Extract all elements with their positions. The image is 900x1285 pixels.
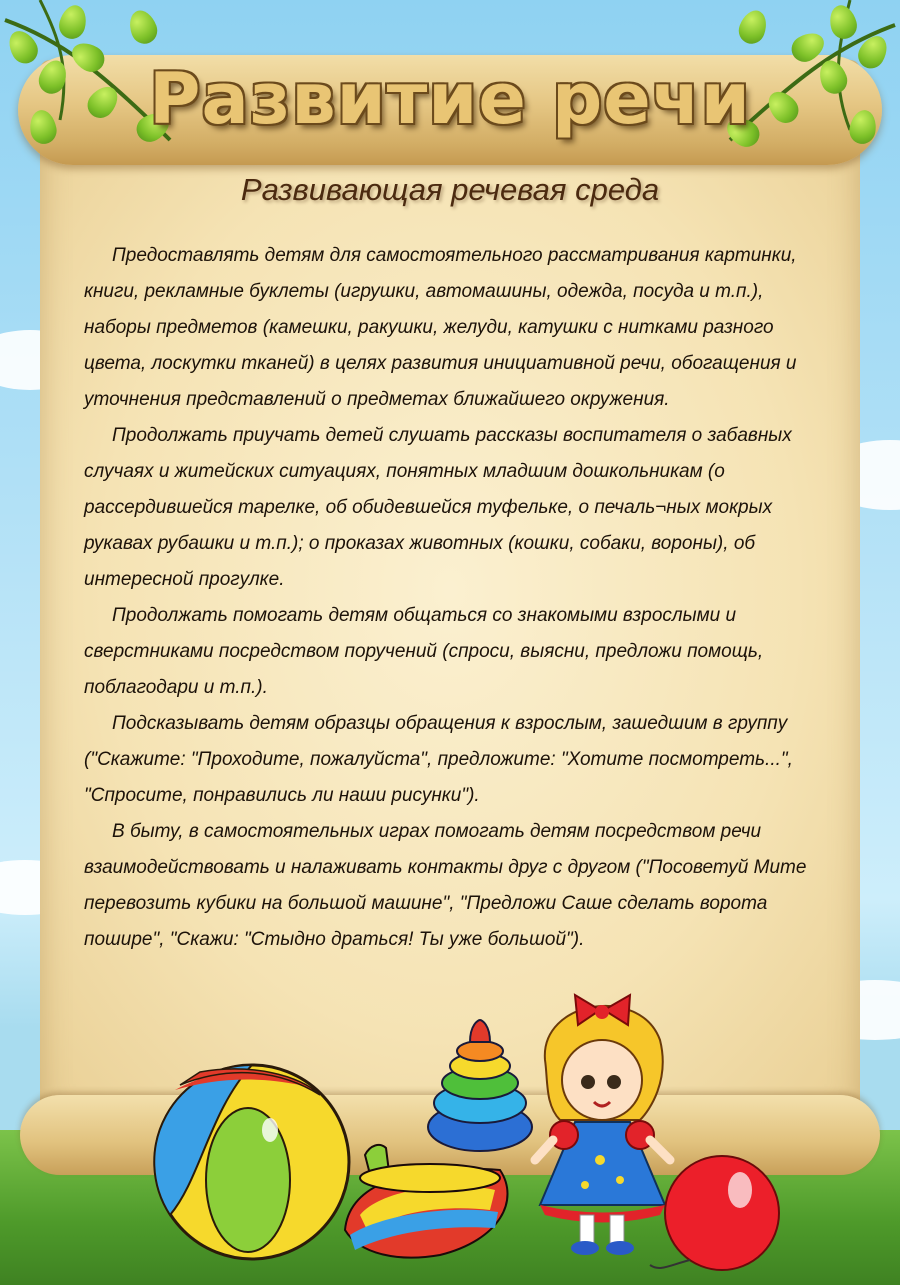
pyramid-toy-icon [428, 1020, 532, 1151]
paragraph: Подсказывать детям образцы обращения к взрослым, зашедшим в группу ("Скажите: "Проходите, пожалуйста", предложите: "Хотите посмотреть...", "Спросите, понравились ли наши рисунки"). [84, 713, 793, 806]
ball-icon [154, 1065, 349, 1259]
page-title: Развитие речи [149, 58, 751, 140]
spinning-top-icon [345, 1145, 508, 1258]
section-subtitle: Развивающая речевая среда [240, 172, 660, 207]
paragraph: Продолжать приучать детей слушать рассказы воспитателя о забавных случаях и житейских ситуациях, понятных младшим дошкольникам (о рассердившейся тарелке, об обидевшейся туфельке, о печаль¬ных мокрых рукавах рубашки и т.п.); о проказах животных (кошки, собаки, вороны), об интересной прогулке. [84, 425, 792, 590]
balloon-icon [650, 1156, 779, 1270]
doll-icon [535, 995, 670, 1255]
paragraph: Предоставлять детям для самостоятельного рассматривания картинки, книги, рекламные буклеты (игрушки, автомашины, одежда, посуда и т.п.), наборы предметов (камешки, ракушки, желуди, катушки с нитками разного цвета, лоскутки тканей) в целях развития инициативной речи, обогащения и уточнения представлений о предметах ближайшего окружения. [84, 245, 797, 410]
paragraph: В быту, в самостоятельных играх помогать детям посредством речи взаимодействовать и налаживать контакты друг с другом ("Посоветуй Мите перевозить кубики на большой машине", "Предложи Саше сделать ворота пошире", "Скажи: "Стыдно драться! Ты уже большой"). [84, 821, 807, 950]
paragraph: Продолжать помогать детям общаться со знакомыми взрослыми и сверстниками посредством поручений (спроси, выясни, предложи помощь, поблагодари и т.п.). [84, 605, 764, 698]
